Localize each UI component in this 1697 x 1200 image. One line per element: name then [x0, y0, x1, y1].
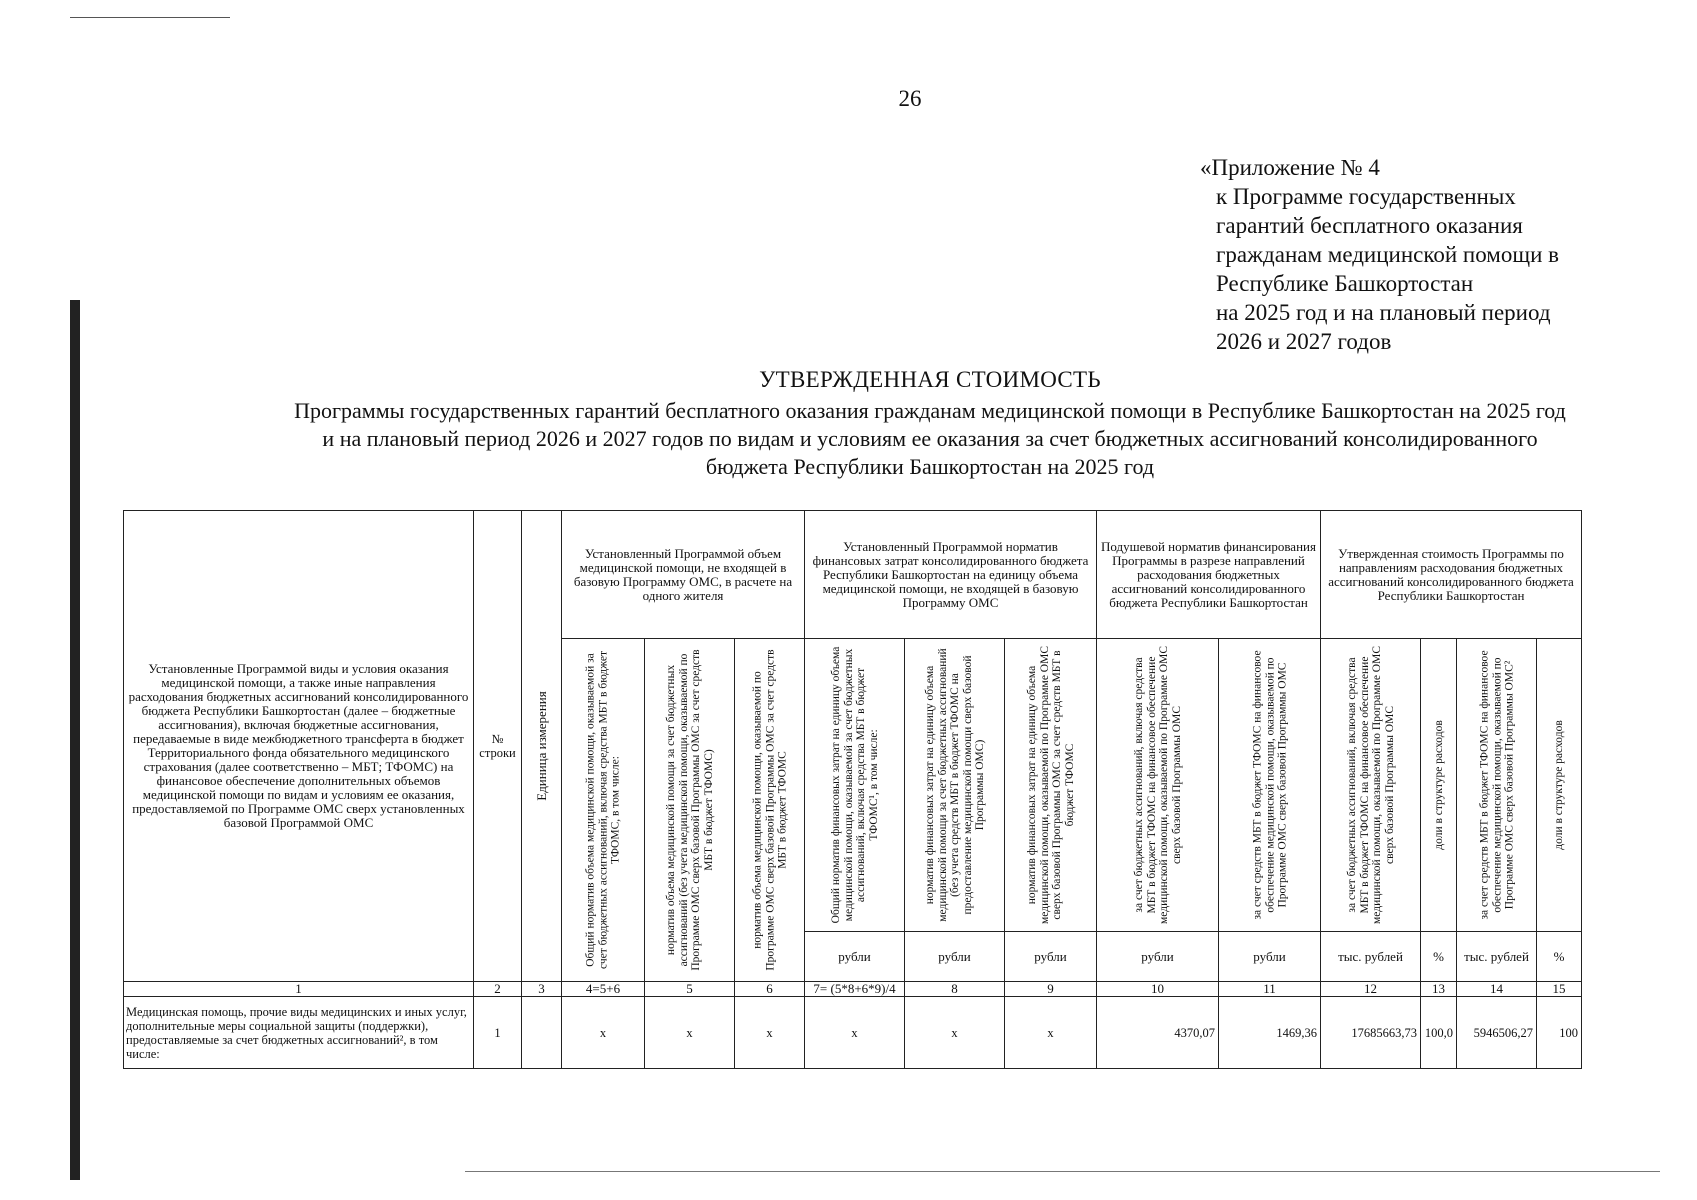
unit-c8: рубли [905, 932, 1005, 982]
unit-c11: рубли [1219, 932, 1321, 982]
subheader-c4 [562, 639, 645, 982]
subheader-c4-text: Общий норматив объема медицинской помощи, оказываемой за счет бюджетных ассигнований, включая средства МБТ в бюджет ТФОМС, в том числе: [584, 651, 622, 970]
subheader-c10 [1097, 639, 1219, 932]
col-number: 5 [645, 982, 735, 997]
header-group-cost-norm: Установленный Программой норматив финансовых затрат консолидированного бюджета Республики Башкортостан на единицу объема медицинской помощи, не входящей в базовую Программу ОМС [805, 511, 1097, 639]
subheader-c15 [1537, 639, 1582, 932]
unit-c15: % [1537, 932, 1582, 982]
bottom-rule [465, 1171, 1660, 1172]
col-number: 14 [1457, 982, 1537, 997]
col-number: 6 [735, 982, 805, 997]
subheader-c14 [1457, 639, 1537, 932]
header-unit-text: Единица измерения [533, 691, 549, 801]
scan-margin-bar [70, 300, 80, 1180]
appendix-line: на 2025 год и на плановый период [1216, 300, 1551, 325]
subtitle-line: и на плановый период 2026 и 2027 годов по видам и условиям ее оказания за счет бюджетных ассигнований консолидированного [322, 426, 1538, 451]
appendix-line: гарантий бесплатного оказания [1216, 213, 1523, 238]
row1-c6: x [735, 997, 805, 1069]
header-row-number: № строки [474, 511, 522, 982]
header-group-approved-cost: Утвержденная стоимость Программы по направлениям расходования бюджетных ассигнований консолидированного бюджета Республики Башкортостан [1321, 511, 1582, 639]
subheader-c5 [645, 639, 735, 982]
subheader-c5-text: норматив объема медицинской помощи за счет бюджетных ассигнований (без учета медицинской помощи, оказываемой по Программе ОМС сверх базовой Программы ОМС за счет средств МБТ в бюджет ТФОМС) [664, 649, 714, 971]
col-number: 8 [905, 982, 1005, 997]
row1-c10: 4370,07 [1097, 997, 1219, 1069]
subheader-c13 [1421, 639, 1457, 932]
subheader-c6 [735, 639, 805, 982]
table-row [124, 997, 1582, 1069]
subheader-c11 [1219, 639, 1321, 932]
subheader-c6-text: норматив объема медицинской помощи, оказываемой по Программе ОМС сверх базовой Программы ОМС за счет средств МБТ в бюджет ТФОМС [750, 649, 788, 971]
subheader-c12 [1321, 639, 1421, 932]
subtitle-line: Программы государственных гарантий бесплатного оказания гражданам медицинской помощи в Республике Башкортостан на 2025 год [294, 398, 1566, 423]
subheader-c9 [1005, 639, 1097, 932]
col-number: 13 [1421, 982, 1457, 997]
col-number: 9 [1005, 982, 1097, 997]
unit-c14: тыс. рублей [1457, 932, 1537, 982]
row1-c5: x [645, 997, 735, 1069]
subtitle-line: бюджета Республики Башкортостан на 2025 год [705, 454, 1155, 479]
col-number: 15 [1537, 982, 1582, 997]
header-service-types: Установленные Программой виды и условия оказания медицинской помощи, а также иные направления расходования бюджетных ассигнований консолидированного бюджета Республики Башкортостан (далее – бюджетные ассигнования), включая бюджетные ассигнования, передаваемые в виде межбюджетного трансферта в бюджет Территориального фонда обязательного медицинского страхования (далее соответственно – МБТ; ТФОМС) на финансовое обеспечение дополнительных объемов медицинской помощи по видам и условиям ее оказания, предоставляемой по Программе ОМС сверх установленных базовой Программой ОМС [124, 511, 474, 982]
page-number: 26 [898, 86, 922, 111]
row1-unit [522, 997, 562, 1069]
subheader-c12-text: за счет бюджетных ассигнований, включая средства МБТ в бюджет ТФОМС на финансовое обеспечение медицинской помощи, оказываемой по Программе ОМС сверх базовой Программы ОМС [1345, 645, 1395, 925]
row1-name: Медицинская помощь, прочие виды медицинских и иных услуг, дополнительные меры социальной защиты (поддержки), предоставляемые за счет бюджетных ассигнований², в том числе: [124, 997, 474, 1069]
subheader-c7-text: Общий норматив финансовых затрат на единицу объема медицинской помощи, оказываемой за счет бюджетных ассигнований, включая средства МБТ в бюджет ТФОМС¹, в том числе: [829, 646, 879, 924]
header-group-volume: Установленный Программой объем медицинской помощи, не входящей в базовую Программу ОМС, в расчете на одного жителя [562, 511, 805, 639]
subheader-c8 [905, 639, 1005, 932]
subheader-c13-text: доли в структуре расходов [1432, 720, 1445, 850]
col-number: 1 [124, 982, 474, 997]
col-number: 7= (5*8+6*9)/4 [805, 982, 905, 997]
row1-c7: x [805, 997, 905, 1069]
subheader-c7 [805, 639, 905, 932]
col-number: 10 [1097, 982, 1219, 997]
header-group-per-capita: Подушевой норматив финансирования Программы в разрезе направлений расходования бюджетных ассигнований консолидированного бюджета Республики Башкортостан [1097, 511, 1321, 639]
row1-c15: 100 [1537, 997, 1582, 1069]
appendix-note [1200, 153, 1559, 356]
subheader-c11-text: за счет средств МБТ в бюджет ТФОМС на финансовое обеспечение медицинской помощи, оказываемой по Программе ОМС сверх базовой Программы ОМС [1250, 650, 1288, 920]
document-title: УТВЕРЖДЕННАЯ СТОИМОСТЬ [759, 367, 1101, 392]
unit-c7: рубли [805, 932, 905, 982]
unit-c12: тыс. рублей [1321, 932, 1421, 982]
top-rule [70, 17, 230, 18]
row1-number: 1 [474, 997, 522, 1069]
row1-c11: 1469,36 [1219, 997, 1321, 1069]
unit-c10: рубли [1097, 932, 1219, 982]
subheader-c14-text: за счет средств МБТ в бюджет ТФОМС на финансовое обеспечение медицинской помощи, оказываемой по Программе ОМС сверх базовой Программы ОМС² [1477, 650, 1515, 920]
col-number: 3 [522, 982, 562, 997]
col-number: 4=5+6 [562, 982, 645, 997]
appendix-line: к Программе государственных [1216, 184, 1516, 209]
col-number: 12 [1321, 982, 1421, 997]
row1-c4: x [562, 997, 645, 1069]
col-number: 2 [474, 982, 522, 997]
subheader-c8-text: норматив финансовых затрат на единицу объема медицинской помощи за счет бюджетных ассигнований (без учета средств МБТ в бюджет ТФОМС на предоставление медицинской помощи сверх базовой Программы ОМС) [923, 648, 986, 922]
appendix-line: 2026 и 2027 годов [1216, 329, 1392, 354]
subheader-c15-text: доли в структуре расходов [1552, 720, 1565, 850]
subheader-c10-text: за счет бюджетных ассигнований, включая средства МБТ в бюджет ТФОМС на финансовое обеспечение медицинской помощи, оказываемой по Программе ОМС сверх базовой Программы ОМС [1132, 645, 1182, 925]
subheader-c9-text: норматив финансовых затрат на единицу объема медицинской помощи, оказываемой по Программе ОМС сверх базовой Программы ОМС за счет средств МБТ в бюджет ТФОМС [1025, 645, 1075, 925]
row1-c12: 17685663,73 [1321, 997, 1421, 1069]
row1-c14: 5946506,27 [1457, 997, 1537, 1069]
unit-c13: % [1421, 932, 1457, 982]
row1-c9: x [1005, 997, 1097, 1069]
document-subtitle [250, 397, 1610, 481]
appendix-line: гражданам медицинской помощи в [1216, 242, 1559, 267]
row1-c13: 100,0 [1421, 997, 1457, 1069]
appendix-line: «Приложение № 4 [1200, 155, 1380, 180]
appendix-line: Республике Башкортостан [1216, 271, 1474, 296]
row1-c8: x [905, 997, 1005, 1069]
cost-table [123, 510, 1582, 1069]
col-number: 11 [1219, 982, 1321, 997]
header-unit [522, 511, 562, 982]
unit-c9: рубли [1005, 932, 1097, 982]
